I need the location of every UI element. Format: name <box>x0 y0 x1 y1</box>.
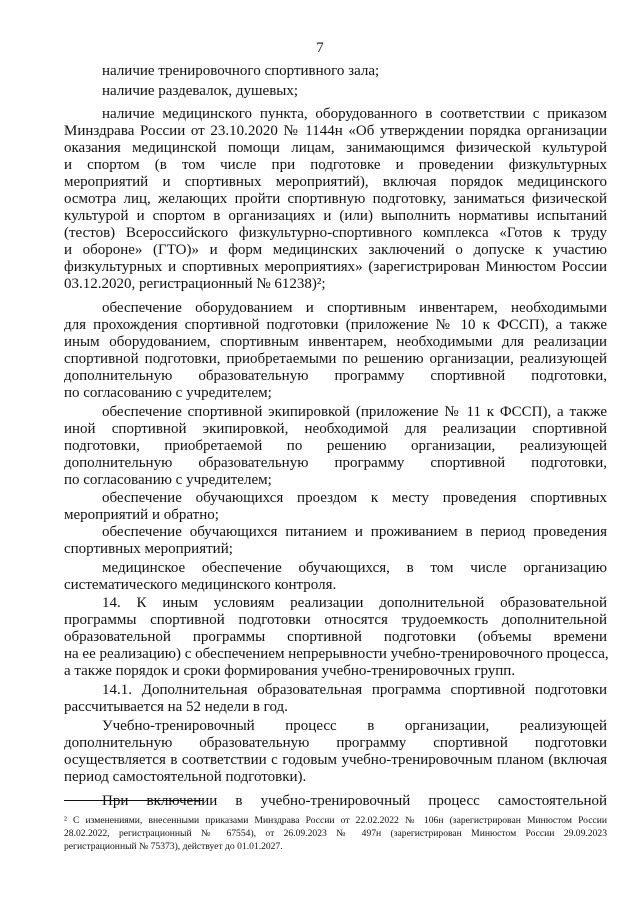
text-line: наличие тренировочного спортивного зала; <box>102 63 380 79</box>
text-line: программы спортивной подготовки относятся трудоемкость дополнительной <box>64 612 607 628</box>
text-line: подготовки, приобретаемой по решению организации, реализующей <box>64 438 607 454</box>
text-line: культурой и спортом в организациях и (или) выполнить нормативы испытаний <box>64 208 607 224</box>
text-line: и обороне» (ГТО)» и форм медицинских заключений о допуске к участию <box>64 242 607 258</box>
text-line: мероприятий и спортивных мероприятий), включая порядок медицинского <box>64 174 607 190</box>
text-line: иной спортивной экипировкой, необходимой для реализации спортивной <box>64 421 607 437</box>
footnote-line: ² С изменениями, внесенными приказами Минздрава России от 22.02.2022 № 106н (зарегистрирован Минюстом России <box>64 815 607 826</box>
text-line: осмотра лиц, желающих пройти спортивную подготовку, заниматься физической <box>64 191 607 207</box>
text-line: образовательной программы спортивной подготовки (объемы времени <box>64 629 607 645</box>
text-line: а также порядок и сроки формирования учебно-тренировочных групп. <box>64 663 516 679</box>
text-line: мероприятий и обратно; <box>64 507 219 523</box>
text-line: дополнительную образовательную программу спортивной подготовки, <box>64 368 607 384</box>
text-line: по согласованию с учредителем; <box>64 385 272 401</box>
footnote-line: регистрационный № 75373), действует до 01.01.2027. <box>64 841 283 852</box>
text-line: 14.1. Дополнительная образовательная программа спортивной подготовки <box>102 682 607 698</box>
text-line: спортивных мероприятий; <box>64 541 233 557</box>
text-line: наличие раздевалок, душевых; <box>102 83 299 99</box>
text-line: обеспечение обучающихся проездом к месту проведения спортивных <box>102 490 607 506</box>
text-line: медицинское обеспечение обучающихся, в том числе организацию <box>102 560 607 576</box>
text-line: Минздрава России от 23.10.2020 № 1144н «Об утверждении порядка организации <box>64 123 607 139</box>
text-line: по согласованию с учредителем; <box>64 472 272 488</box>
text-line: дополнительную образовательную программу спортивной подготовки, <box>64 455 607 471</box>
text-line: (тестов) Всероссийского физкультурно-спортивного комплекса «Готов к труду <box>64 225 607 241</box>
text-line: осуществляется в соответствии с годовым учебно-тренировочным планом (включая <box>64 752 607 768</box>
text-line: обеспечение оборудованием и спортивным инвентарем, необходимыми <box>102 300 607 316</box>
text-line: и спортом (в том числе при подготовке и проведении физкультурных <box>64 157 607 173</box>
text-line: иным оборудованием, спортивным инвентарем, необходимыми для реализации <box>64 334 607 350</box>
text-line: Учебно-тренировочный процесс в организации, реализующей <box>102 718 607 734</box>
footnote-line: 28.02.2022, регистрационный № 67554), от 26.09.2023 № 497н (зарегистрирован Минюстом России 29.09.2023 <box>64 828 607 839</box>
text-line: обеспечение обучающихся питанием и проживанием в период проведения <box>102 524 607 540</box>
text-line: спортивной подготовки, приобретаемыми по решению организации, реализующей <box>64 351 607 367</box>
text-line: обеспечение спортивной экипировкой (приложение № 11 к ФССП), а также <box>102 404 607 420</box>
text-line: 14. К иным условиям реализации дополнительной образовательной <box>102 595 607 611</box>
text-line: оказания медицинской помощи лицам, занимающимся физической культурой <box>64 140 607 156</box>
text-line: для прохождения спортивной подготовки (приложение № 10 к ФССП), а также <box>64 317 607 333</box>
text-line: дополнительную образовательную программу спортивной подготовки <box>64 735 607 751</box>
text-line: рассчитывается на 52 недели в год. <box>64 699 288 715</box>
text-line: физкультурных и спортивных мероприятиях» (зарегистрирован Минюстом России <box>64 259 607 275</box>
text-line: на ее реализацию) с обеспечением непрерывности учебно-тренировочного процесса, <box>64 646 609 662</box>
page-number: 7 <box>316 40 324 56</box>
footnote-separator <box>64 800 204 801</box>
text-line: 03.12.2020, регистрационный № 61238)²; <box>64 276 326 292</box>
text-line: При включении в учебно-тренировочный процесс самостоятельной <box>102 793 607 809</box>
text-line: систематического медицинского контроля. <box>64 577 337 593</box>
text-line: наличие медицинского пункта, оборудованного в соответствии с приказом <box>102 106 607 122</box>
text-line: период самостоятельной подготовки). <box>64 769 307 785</box>
